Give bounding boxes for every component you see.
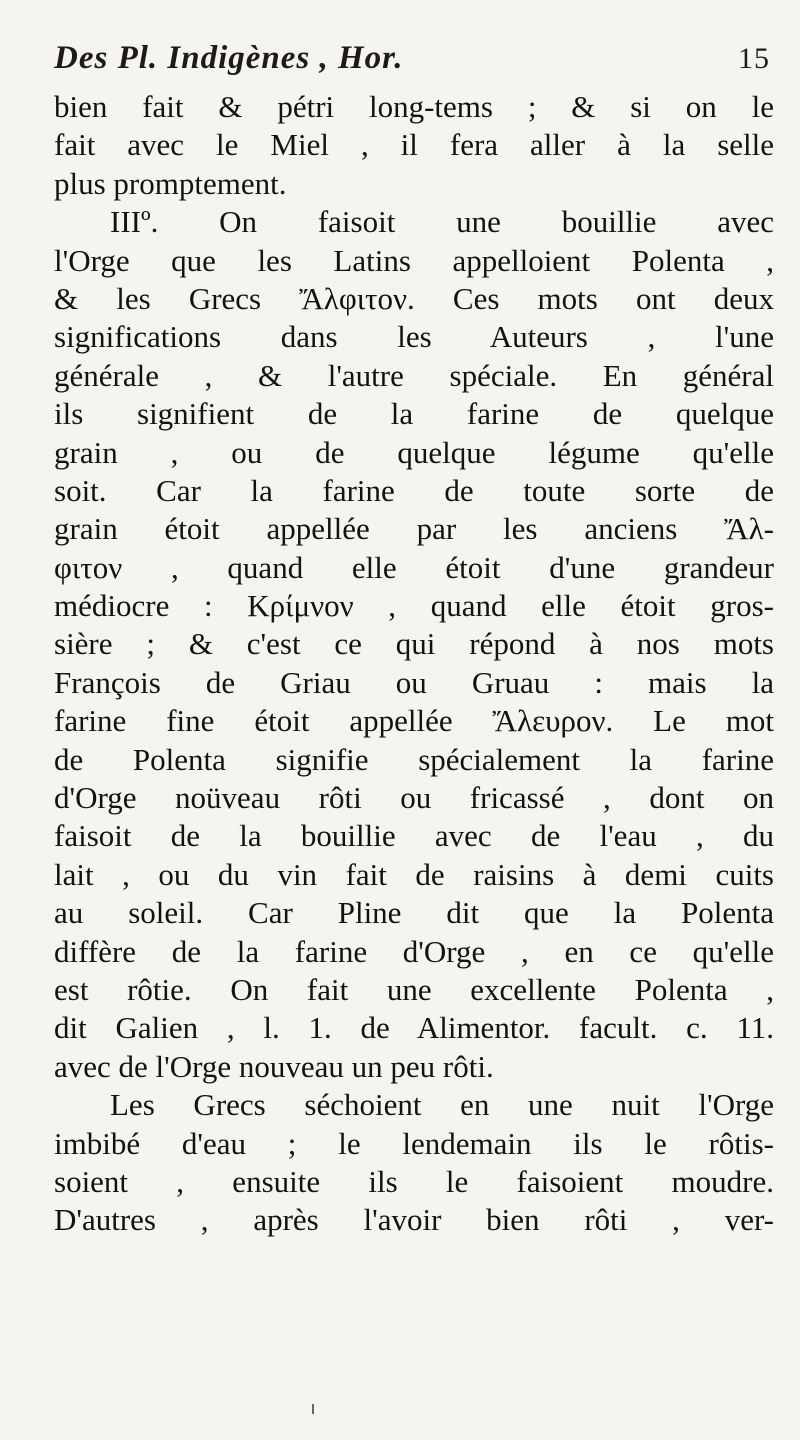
text-line: soient , ensuite ils le faisoient moudre. (54, 1163, 774, 1199)
text-line: φιτον , quand elle étoit d'une grandeur (54, 549, 774, 585)
text-line: & les Grecs Ἄλφιτον. Ces mots ont deux (54, 280, 774, 316)
text-line: ils signifient de la farine de quelque (54, 396, 774, 432)
text-line: imbibé d'eau ; le lendemain ils le rôtis- (54, 1125, 774, 1161)
text-line: fait avec le Miel , il fera aller à la selle (54, 127, 774, 163)
text-line: plus promptement. (54, 165, 287, 201)
text-line: sière ; & c'est ce qui répond à nos mots (54, 626, 774, 662)
page-edge-mark (312, 1404, 314, 1414)
text-line: médiocre : Κρίμνον , quand elle étoit gros- (54, 588, 774, 624)
text-line: lait , ou du vin fait de raisins à demi cuits (54, 856, 774, 892)
text-line: D'autres , après l'avoir bien rôti , ver- (54, 1202, 774, 1238)
body-text (54, 88, 774, 1240)
running-head-title: Des Pl. Indigènes , Hor. (54, 40, 404, 76)
text-line: IIIº. On faisoit une bouillie avec (110, 204, 774, 240)
page-number: 15 (738, 42, 770, 75)
text-line: est rôtie. On fait une excellente Polenta , (54, 971, 774, 1007)
text-line: avec de l'Orge nouveau un peu rôti. (54, 1048, 494, 1084)
text-line: farine fine étoit appellée Ἄλευρον. Le mot (54, 703, 774, 739)
text-line: grain étoit appellée par les anciens Ἄλ- (54, 511, 774, 547)
text-line: soit. Car la farine de toute sorte de (54, 472, 774, 508)
text-line: significations dans les Auteurs , l'une (54, 319, 774, 355)
text-line: au soleil. Car Pline dit que la Polenta (54, 895, 774, 931)
text-line: grain , ou de quelque légume qu'elle (54, 434, 774, 470)
text-line: faisoit de la bouillie avec de l'eau , du (54, 818, 774, 854)
text-line: d'Orge noüveau rôti ou fricassé , dont on (54, 780, 774, 816)
text-line: dit Galien , l. 1. de Alimentor. facult. c. 11. (54, 1010, 774, 1046)
text-line: diffère de la farine d'Orge , en ce qu'elle (54, 933, 774, 969)
text-line: de Polenta signifie spécialement la farine (54, 741, 774, 777)
text-line: générale , & l'autre spéciale. En général (54, 357, 774, 393)
running-head (54, 40, 774, 88)
text-line: l'Orge que les Latins appelloient Polenta , (54, 242, 774, 278)
text-line: Les Grecs séchoient en une nuit l'Orge (110, 1087, 774, 1123)
text-line: bien fait & pétri long-tems ; & si on le (54, 89, 774, 124)
text-line: François de Griau ou Gruau : mais la (54, 664, 774, 700)
